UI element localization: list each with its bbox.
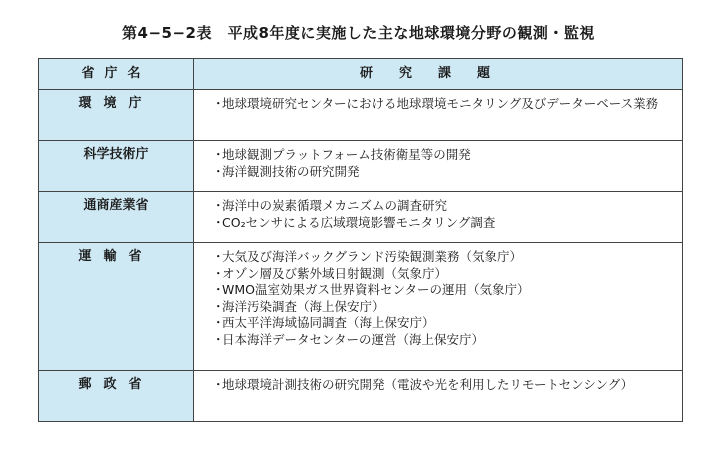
topic-item: ・ 海洋観測技術の研究開発: [212, 164, 672, 181]
topics-cell: [194, 243, 683, 371]
ministry-cell: 運輸省: [39, 243, 194, 371]
ministry-cell: 科学技術庁: [39, 141, 194, 192]
topic-item: ・ 海洋汚染調査（海上保安庁）: [212, 299, 672, 316]
table-row: [39, 371, 683, 422]
topics-cell: [194, 192, 683, 243]
observation-table: [38, 58, 683, 422]
topic-item: ・ 地球環境計測技術の研究開発（電波や光を利用したリモートセンシング）: [212, 377, 672, 394]
header-ministry: 省庁名: [39, 59, 194, 90]
topics-cell: [194, 141, 683, 192]
topic-item: ・ 地球観測プラットフォーム技術衛星等の開発: [212, 147, 672, 164]
ministry-cell: 環境庁: [39, 90, 194, 141]
topic-item: ・ 地球環境研究センターにおける地球環境モニタリング及びデーターベース業務: [212, 96, 672, 113]
table-row: [39, 90, 683, 141]
table-title: 第4−5−2表 平成8年度に実施した主な地球環境分野の観測・監視: [122, 24, 595, 42]
ministry-cell: 郵政省: [39, 371, 194, 422]
topic-item: ・ 日本海洋データセンターの運営（海上保安庁）: [212, 332, 672, 349]
topic-item: ・ 西太平洋海域協同調査（海上保安庁）: [212, 315, 672, 332]
table-row: [39, 243, 683, 371]
topics-cell: [194, 90, 683, 141]
topics-cell: [194, 371, 683, 422]
table-row: [39, 141, 683, 192]
header-row: [39, 59, 683, 90]
topic-item: ・ WMO温室効果ガス世界資料センターの運用（気象庁）: [212, 282, 672, 299]
ministry-cell: 通商産業省: [39, 192, 194, 243]
topic-item: ・ CO₂センサによる広域環境影響モニタリング調査: [212, 215, 672, 232]
topic-item: ・ 海洋中の炭素循環メカニズムの調査研究: [212, 198, 672, 215]
table-row: [39, 192, 683, 243]
header-research-topics: 研究課題: [194, 59, 683, 90]
topic-item: ・ オゾン層及び紫外域日射観測（気象庁）: [212, 266, 672, 283]
topic-item: ・ 大気及び海洋バックグランド汚染観測業務（気象庁）: [212, 249, 672, 266]
